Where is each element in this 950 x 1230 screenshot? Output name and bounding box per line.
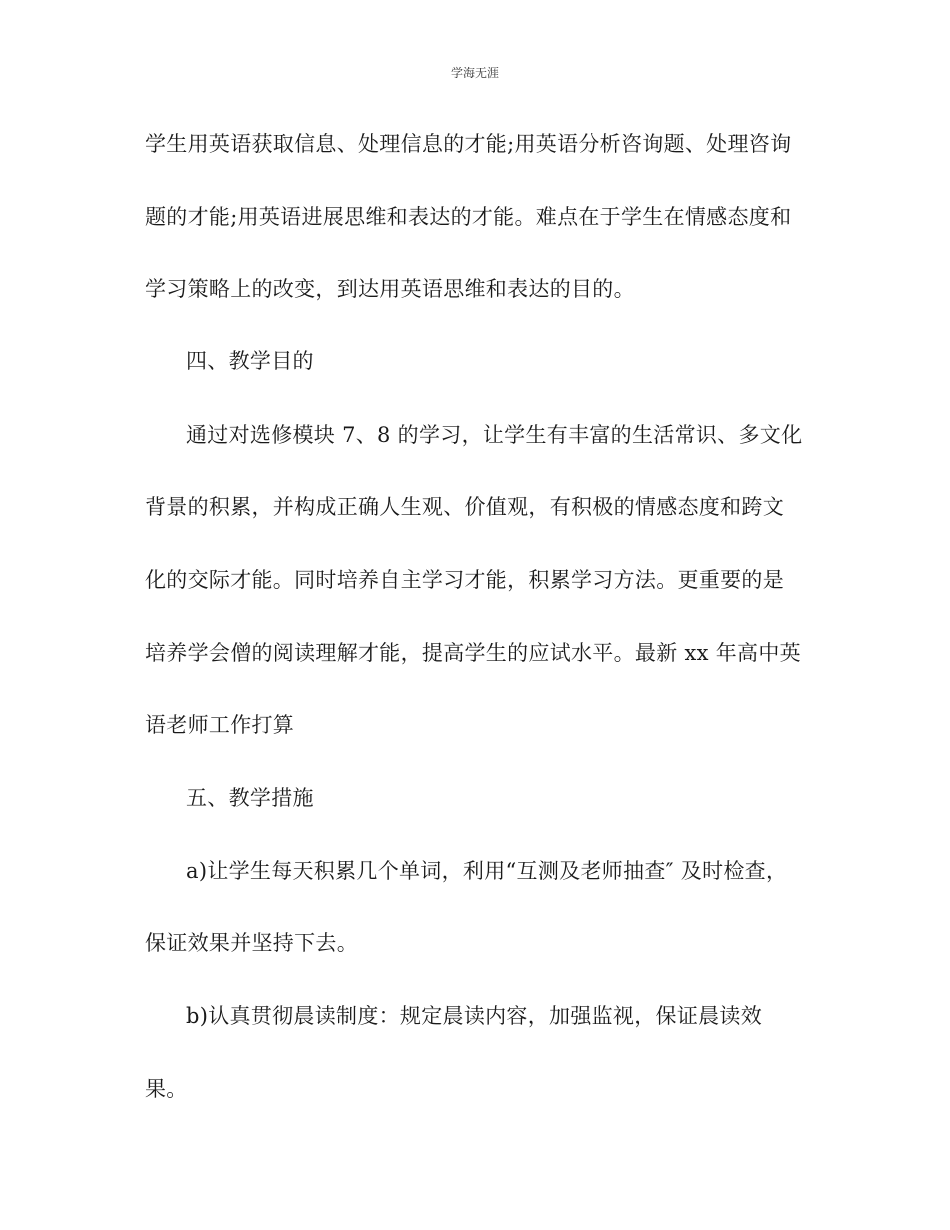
text-line: 培养学会僧的阅读理解才能，提高学生的应试水平。最新 xx 年高中英 [145,641,801,665]
text-line: 背景的积累，并构成正确人生观、价值观，有积极的情感态度和跨文 [145,495,784,519]
page-header: 学海无涯 [450,66,499,80]
section-heading: 五、教学措施 [186,786,314,810]
section-heading: 四、教学目的 [186,349,314,373]
text-line: 保证效果并坚持下去。 [145,931,358,955]
text-line: 题的才能;用英语进展思维和表达的才能。难点在于学生在情感态度和 [145,205,792,229]
text-line: 化的交际才能。同时培养自主学习才能，积累学习方法。更重要的是 [145,568,784,592]
text-line: 学习策略上的改变，到达用英语思维和表达的目的。 [145,277,635,301]
text-line: b)认真贯彻晨读制度：规定晨读内容，加强监视，保证晨读效 [186,1004,763,1028]
text-line: 通过对选修模块 7、8 的学习，让学生有丰富的生活常识、多文化 [186,423,803,447]
text-line: 果。 [145,1077,188,1101]
text-line: 语老师工作打算 [145,713,295,737]
text-line: a)让学生每天积累几个单词，利用“互测及老师抽查″ 及时检查， [186,859,788,883]
text-line: 学生用英语获取信息、处理信息的才能;用英语分析咨询题、处理咨询 [145,132,792,156]
